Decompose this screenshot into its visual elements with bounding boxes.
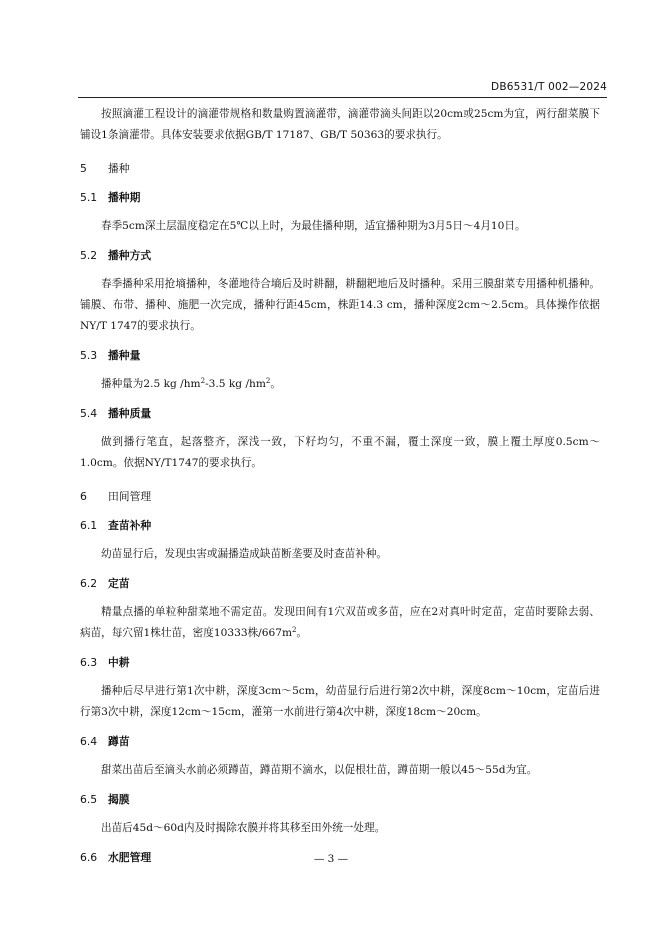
subsection-number: 5.2 <box>80 249 98 262</box>
subsection-6-3-text: 播种后尽早进行第1次中耕，深度3cm～5cm，幼苗显行后进行第2次中耕，深度8cm～10cm，定苗后进行第3次中耕，深度12cm～15cm，灌第一水前进行第4次中耕，深度18cm～20cm。 <box>80 685 600 718</box>
subsection-6-5-text: 出苗后45d～60d内及时揭除农膜并将其移至田外统一处理。 <box>101 822 386 834</box>
subsection-title: 中耕 <box>108 656 130 669</box>
thinning-text-b: 。 <box>296 627 308 639</box>
subsection-number: 5.4 <box>80 407 98 420</box>
document-body <box>80 104 600 868</box>
subsection-5-2-text: 春季播种采用抢墒播种，冬灌地待合墒后及时耕翻，耕翻耙地后及时播种。采用三膜甜菜专用播种机播种。铺膜、布带、播种、施肥一次完成，播种行距45cm，株距14.3 cm，播种深度2cm～2.5cm。具体操作依据NY/T 1747的要求执行。 <box>80 278 600 332</box>
subsection-number: 6.1 <box>80 519 98 532</box>
subsection-title: 查苗补种 <box>108 519 152 532</box>
page-number: — 3 — <box>313 853 349 865</box>
subsection-title: 播种期 <box>108 191 141 204</box>
seeding-rate-text-a: 播种量为2.5 kg /hm <box>101 378 201 390</box>
subsection-title: 播种方式 <box>108 249 152 262</box>
subsection-6-5-heading <box>80 789 600 810</box>
section-title: 播种 <box>108 162 130 175</box>
subsection-title: 蹲苗 <box>108 735 130 748</box>
subsection-number: 6.2 <box>80 577 98 590</box>
superscript: 2 <box>265 377 271 385</box>
subsection-5-2-heading <box>80 245 600 266</box>
subsection-5-3-heading <box>80 345 600 366</box>
subsection-title: 播种量 <box>108 349 141 362</box>
subsection-number: 6.5 <box>80 793 98 806</box>
seeding-rate-text-c: 。 <box>270 378 281 390</box>
subsection-6-1-heading <box>80 515 600 536</box>
subsection-title: 定苗 <box>108 577 130 590</box>
document-code: DB6531/T 002—2024 <box>491 81 607 93</box>
subsection-number: 6.3 <box>80 656 98 669</box>
subsection-6-2-heading <box>80 573 600 594</box>
subsection-6-2-text <box>80 602 600 644</box>
subsection-5-4-heading <box>80 403 600 424</box>
section-5-heading <box>80 158 600 179</box>
thinning-text-a: 精量点播的单粒种甜菜地不需定苗。发现田间有1穴双苗或多苗，应在2对真叶时定苗，定苗时要除去弱、病苗，每穴留1株壮苗，密度10333株/667m <box>80 606 600 639</box>
subsection-number: 5.1 <box>80 191 98 204</box>
subsection-6-3-heading <box>80 652 600 673</box>
subsection-6-4-text: 甜菜出苗后至滴头水前必须蹲苗，蹲苗期不滴水，以促根壮苗，蹲苗期一般以45～55d为宜。 <box>101 764 538 776</box>
subsection-5-1-heading <box>80 187 600 208</box>
subsection-title: 揭膜 <box>108 793 130 806</box>
superscript: 2 <box>200 377 206 385</box>
superscript: 2 <box>292 626 297 634</box>
subsection-5-4-text: 做到播行笔直，起落整齐，深浅一致，下籽均匀，不重不漏，覆土深度一致，膜上覆土厚度0.5cm～1.0cm。依据NY/T1747的要求执行。 <box>80 436 600 469</box>
subsection-number: 6.4 <box>80 735 98 748</box>
section-title: 田间管理 <box>108 490 152 503</box>
section-number: 6 <box>80 490 87 503</box>
section-6-heading <box>80 486 600 507</box>
seeding-rate-text-b: -3.5 kg /hm <box>205 378 266 390</box>
subsection-title: 水肥管理 <box>108 851 152 864</box>
header-divider <box>78 97 607 98</box>
subsection-6-1-text: 幼苗显行后，发现虫害或漏播造成缺苗断垄要及时查苗补种。 <box>101 548 388 560</box>
subsection-6-4-heading <box>80 731 600 752</box>
section-number: 5 <box>80 162 87 175</box>
intro-paragraph: 按照滴灌工程设计的滴灌带规格和数量购置滴灌带，滴灌带滴头间距以20cm或25cm为宜，两行甜菜膜下铺设1条滴灌带。具体安装要求依据GB/T 17187、GB/T 50363的要求执行。 <box>80 108 600 141</box>
subsection-number: 5.3 <box>80 349 98 362</box>
subsection-title: 播种质量 <box>108 407 152 420</box>
subsection-5-1-text: 春季5cm深土层温度稳定在5℃以上时，为最佳播种期，适宜播种期为3月5日～4月10日。 <box>101 220 526 232</box>
subsection-number: 6.6 <box>80 851 98 864</box>
subsection-5-3-text <box>80 374 600 395</box>
